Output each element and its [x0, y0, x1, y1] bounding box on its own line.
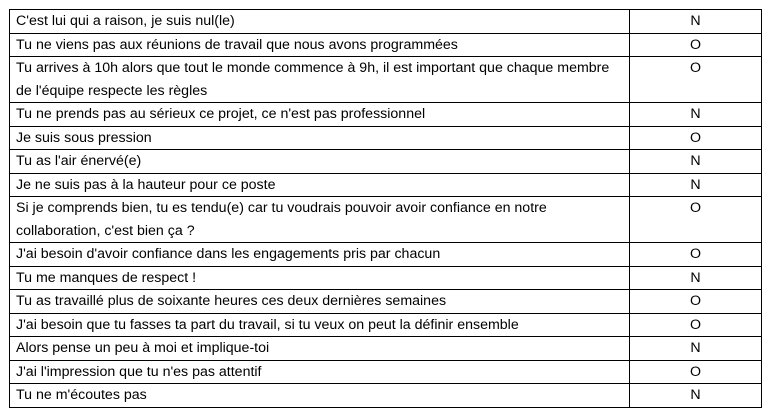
statement-cell: Je suis sous pression [10, 126, 630, 150]
statement-cell: Tu me manques de respect ! [10, 266, 630, 290]
statement-cell: Si je comprends bien, tu es tendu(e) car tu voudrais pouvoir avoir confiance en notre collaboration, c'est bien ça ? [10, 197, 630, 243]
table-row [10, 243, 762, 267]
answer-cell: O [630, 290, 762, 314]
statement-cell: Tu ne viens pas aux réunions de travail que nous avons programmées [10, 33, 630, 57]
table-row [10, 384, 762, 408]
answer-cell: N [630, 266, 762, 290]
table-row [10, 57, 762, 103]
table-row [10, 290, 762, 314]
answer-cell: N [630, 103, 762, 127]
statement-cell: Alors pense un peu à moi et implique-toi [10, 337, 630, 361]
statements-table [9, 9, 762, 408]
statement-cell: Tu as travaillé plus de soixante heures ces deux dernières semaines [10, 290, 630, 314]
table-row [10, 126, 762, 150]
statements-table-container [9, 9, 762, 408]
answer-cell: O [630, 360, 762, 384]
answer-cell: N [630, 150, 762, 174]
table-row [10, 313, 762, 337]
table-row [10, 103, 762, 127]
statement-cell: Tu ne m'écoutes pas [10, 384, 630, 408]
table-row [10, 197, 762, 243]
statement-cell: J'ai l'impression que tu n'es pas attentif [10, 360, 630, 384]
statement-cell: Tu as l'air énervé(e) [10, 150, 630, 174]
answer-cell: O [630, 313, 762, 337]
statement-cell: J'ai besoin d'avoir confiance dans les engagements pris par chacun [10, 243, 630, 267]
statement-cell: Tu arrives à 10h alors que tout le monde commence à 9h, il est important que chaque membre de l'équipe respecte les règles [10, 57, 630, 103]
answer-cell: N [630, 337, 762, 361]
answer-cell: O [630, 33, 762, 57]
answer-cell: O [630, 57, 762, 103]
answer-cell: N [630, 10, 762, 34]
table-row [10, 266, 762, 290]
table-row [10, 150, 762, 174]
answer-cell: O [630, 126, 762, 150]
statements-table-body [10, 10, 762, 408]
statement-cell: Je ne suis pas à la hauteur pour ce poste [10, 173, 630, 197]
statement-cell: C'est lui qui a raison, je suis nul(le) [10, 10, 630, 34]
answer-cell: O [630, 197, 762, 243]
statement-cell: J'ai besoin que tu fasses ta part du travail, si tu veux on peut la définir ensemble [10, 313, 630, 337]
answer-cell: O [630, 243, 762, 267]
table-row [10, 33, 762, 57]
answer-cell: N [630, 384, 762, 408]
answer-cell: N [630, 173, 762, 197]
statement-cell: Tu ne prends pas au sérieux ce projet, ce n'est pas professionnel [10, 103, 630, 127]
table-row [10, 360, 762, 384]
table-row [10, 10, 762, 34]
table-row [10, 173, 762, 197]
table-row [10, 337, 762, 361]
